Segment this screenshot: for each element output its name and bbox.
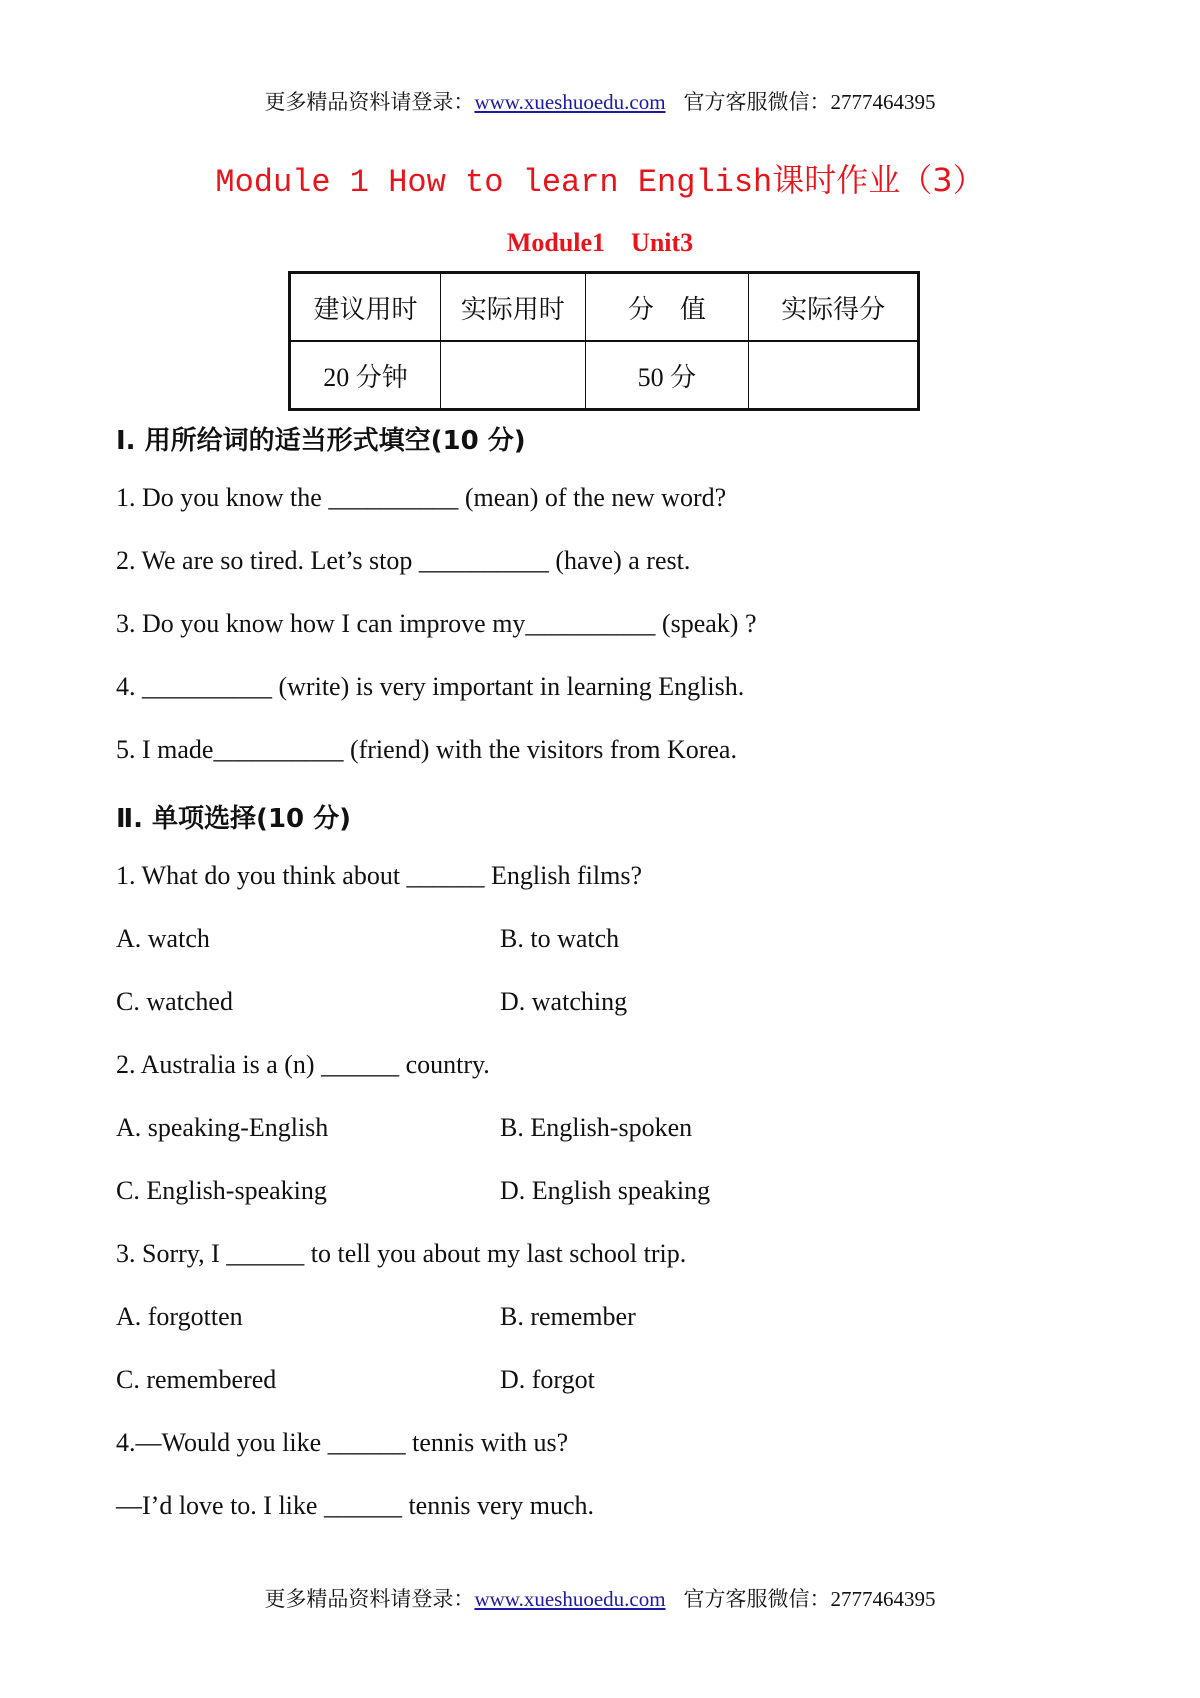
q2-option-a: A. speaking-English — [116, 1113, 329, 1142]
table-cell — [440, 341, 585, 410]
q1-option-b: B. to watch — [500, 924, 620, 953]
section1-question: 2. We are so tired. Let’s stop __________ (have) a rest. — [116, 546, 691, 575]
header-service: 官方客服微信：2777464395 — [683, 90, 936, 114]
table-header-cell: 实际用时 — [440, 273, 585, 342]
title-en: Module 1 How to learn English — [215, 164, 773, 201]
page-subtitle: Module1 Unit3 — [506, 228, 694, 257]
section2-heading: Ⅱ. 单项选择(10 分) — [116, 804, 352, 834]
footer-service: 官方客服微信：2777464395 — [683, 1587, 936, 1611]
footer-prefix: 更多精品资料请登录： — [264, 1587, 475, 1611]
section1-question: 5. I made__________ (friend) with the visitors from Korea. — [116, 735, 737, 764]
table-row — [290, 273, 919, 342]
title-cn: 课时作业（3） — [772, 161, 985, 199]
page-title — [0, 155, 1200, 201]
header-prefix: 更多精品资料请登录： — [264, 90, 475, 114]
table-row — [290, 341, 919, 410]
q2-option-d: D. English speaking — [500, 1176, 711, 1205]
table-cell: 50 分 — [585, 341, 749, 410]
q3-stem: 3. Sorry, I ______ to tell you about my last school trip. — [116, 1239, 687, 1268]
header-link[interactable]: www.xueshuoedu.com — [474, 90, 666, 114]
table-header-cell: 建议用时 — [290, 273, 441, 342]
q3-option-a: A. forgotten — [116, 1302, 243, 1331]
section1-question: 1. Do you know the __________ (mean) of the new word? — [116, 483, 727, 512]
info-table — [288, 271, 920, 411]
q3-option-b: B. remember — [500, 1302, 636, 1331]
q1-option-a: A. watch — [116, 924, 210, 953]
table-cell: 20 分钟 — [290, 341, 441, 410]
q1-option-c: C. watched — [116, 987, 233, 1016]
page-footer — [0, 1583, 1200, 1613]
q3-option-d: D. forgot — [500, 1365, 595, 1394]
q2-option-b: B. English-spoken — [500, 1113, 693, 1142]
footer-link[interactable]: www.xueshuoedu.com — [474, 1587, 666, 1611]
q1-stem: 1. What do you think about ______ English films? — [116, 861, 642, 890]
table-header-cell: 分 值 — [585, 273, 749, 342]
table-header-cell: 实际得分 — [749, 273, 919, 342]
table-cell — [749, 341, 919, 410]
q2-stem: 2. Australia is a (n) ______ country. — [116, 1050, 490, 1079]
section1-question: 3. Do you know how I can improve my__________ (speak) ? — [116, 609, 757, 638]
q1-option-d: D. watching — [500, 987, 628, 1016]
section1-question: 4. __________ (write) is very important in learning English. — [116, 672, 745, 701]
q3-option-c: C. remembered — [116, 1365, 277, 1394]
section1-heading: Ⅰ. 用所给词的适当形式填空(10 分) — [116, 426, 526, 456]
page-header — [0, 86, 1200, 116]
q4-reply: —I’d love to. I like ______ tennis very much. — [116, 1491, 595, 1520]
q4-stem: 4.—Would you like ______ tennis with us? — [116, 1428, 569, 1457]
q2-option-c: C. English-speaking — [116, 1176, 327, 1205]
